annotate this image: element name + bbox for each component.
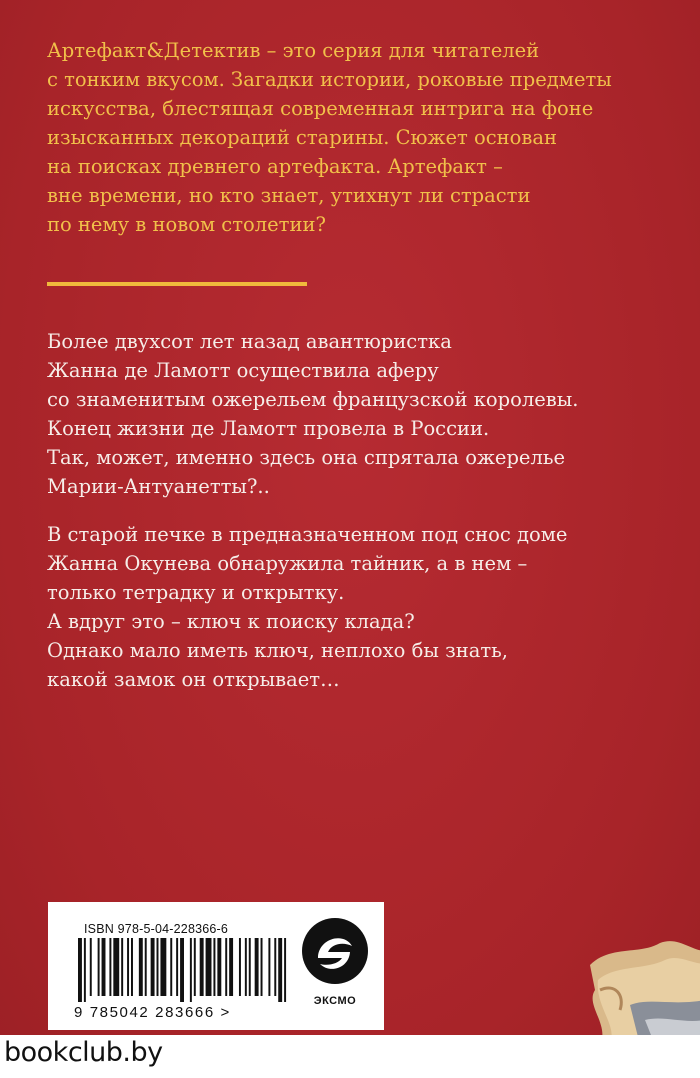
barcode-bar xyxy=(176,938,178,996)
barcode-bar xyxy=(170,938,172,996)
barcode-panel xyxy=(48,902,384,1030)
barcode-bar xyxy=(78,938,82,1002)
series-description: Артефакт&Детектив – это серия для читателей с тонким вкусом. Загадки истории, роковые предметы искусства, блестящая современная интрига на фоне изысканных декораций старины. Сюжет основан на поисках древнего артефакта. Артефакт – вне времени, но кто знает, утихнут ли страсти по нему в новом столетии? xyxy=(47,39,612,236)
isbn-text: ISBN 978-5-04-228366-6 xyxy=(84,922,229,936)
barcode-bar xyxy=(200,938,204,996)
barcode-bar xyxy=(127,938,129,996)
barcode-bar xyxy=(160,938,166,996)
barcode-bar xyxy=(145,938,147,996)
barcode-bar xyxy=(284,938,286,1002)
gold-divider xyxy=(47,282,307,286)
barcode-bar xyxy=(278,938,282,1002)
barcode-bar xyxy=(255,938,259,996)
barcode-bar xyxy=(131,938,133,996)
barcode-digits: 9 785042 283666 > xyxy=(74,1004,231,1021)
barcode-bar xyxy=(98,938,100,996)
barcode-bar xyxy=(90,938,92,996)
barcode-bar xyxy=(245,938,247,996)
synopsis-paragraph-1: Более двухсот лет назад авантюристка Жанна де Ламотт осуществила аферу со знаменитым ожерельем французской королевы. Конец жизни де Ламотт провела в России. Так, может, именно здесь она спрятала ожерелье Марии-Антуанетты?.. xyxy=(47,330,579,498)
barcode-bar xyxy=(268,938,270,996)
barcode xyxy=(78,938,290,1002)
barcode-bar xyxy=(194,938,196,996)
barcode-bar xyxy=(239,938,241,996)
barcode-bar xyxy=(157,938,159,996)
barcode-bar xyxy=(151,938,155,996)
barcode-bar xyxy=(84,938,86,1002)
barcode-bar xyxy=(190,938,192,1002)
barcode-bar xyxy=(225,938,227,996)
barcode-bar xyxy=(206,938,212,996)
parchment-scroll-decoration xyxy=(570,935,700,1045)
barcode-bar xyxy=(109,938,111,996)
barcode-bar xyxy=(229,938,233,996)
eksmo-logo-icon xyxy=(300,916,370,986)
barcode-bar xyxy=(113,938,119,996)
barcode-bar xyxy=(139,938,143,996)
watermark-strip xyxy=(0,1035,700,1078)
barcode-bar xyxy=(102,938,106,996)
barcode-bar xyxy=(213,938,215,996)
publisher-name: ЭКСМО xyxy=(313,995,357,1007)
synopsis-paragraph-2: В старой печке в предназначенном под снос доме Жанна Окунева обнаружила тайник, а в нем – только тетрадку и открытку. А вдруг это – ключ к поиску клада? Однако мало иметь ключ, неплохо бы знать, какой замок он открывает… xyxy=(47,523,568,691)
barcode-bar xyxy=(261,938,263,996)
watermark-text: bookclub.by xyxy=(4,1037,163,1068)
barcode-bar xyxy=(121,938,123,996)
barcode-bar xyxy=(180,938,184,1002)
barcode-bar xyxy=(217,938,221,996)
barcode-bar xyxy=(249,938,251,996)
barcode-bar xyxy=(274,938,276,996)
